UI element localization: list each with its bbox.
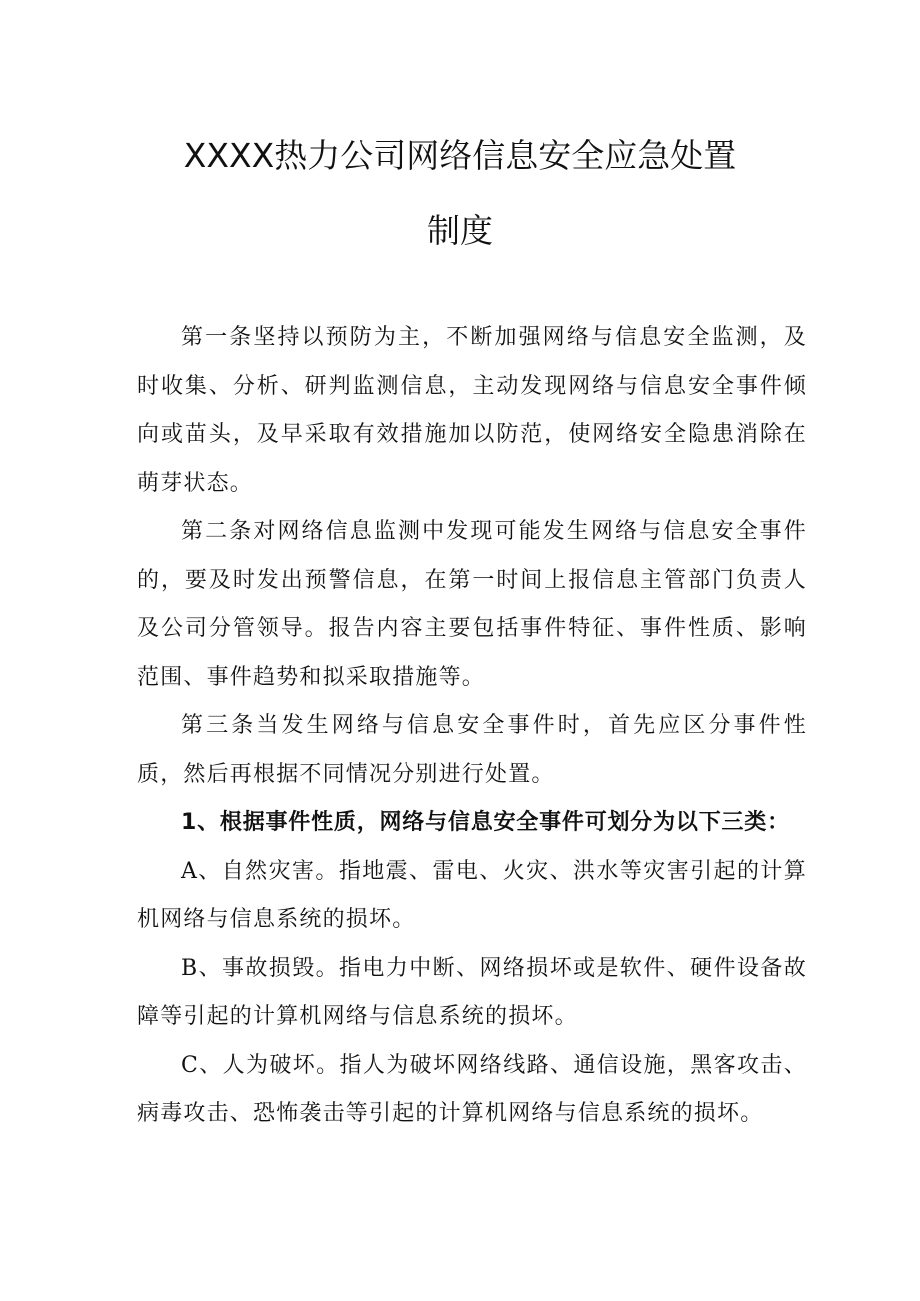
paragraph-article-1: 第一条坚持以预防为主，不断加强网络与信息安全监测，及时收集、分析、研判监测信息，主动发现网络与信息安全事件倾向或苗头，及早采取有效措施加以防范，使网络安全隐患消除在萌芽状态。 (137, 325, 807, 496)
paragraph-category-b: B、事故损毁。指电力中断、网络损坏或是软件、硬件设备故障等引起的计算机网络与信息系统的损坏。 (137, 955, 807, 1029)
paragraph-category-heading: 1、根据事件性质，网络与信息安全事件可划分为以下三类： (181, 810, 790, 835)
paragraph-category-a: A、自然灾害。指地震、雷电、火灾、洪水等灾害引起的计算机网络与信息系统的损坏。 (137, 858, 807, 932)
document-title-line-1: XXXX热力公司网络信息安全应急处置 (183, 136, 737, 175)
document-body (137, 314, 807, 1139)
paragraph-article-2: 第二条对网络信息监测中发现可能发生网络与信息安全事件的，要及时发出预警信息，在第一时间上报信息主管部门负责人及公司分管领导。报告内容主要包括事件特征、事件性质、影响范围、事件趋势和拟采取措施等。 (137, 519, 807, 690)
paragraph-category-c: C、人为破坏。指人为破坏网络线路、通信设施，黑客攻击、病毒攻击、恐怖袭击等引起的计算机网络与信息系统的损坏。 (137, 1052, 807, 1126)
paragraph-article-3: 第三条当发生网络与信息安全事件时，首先应区分事件性质，然后再根据不同情况分别进行处置。 (137, 713, 807, 787)
document-title-line-2: 制度 (427, 211, 493, 250)
